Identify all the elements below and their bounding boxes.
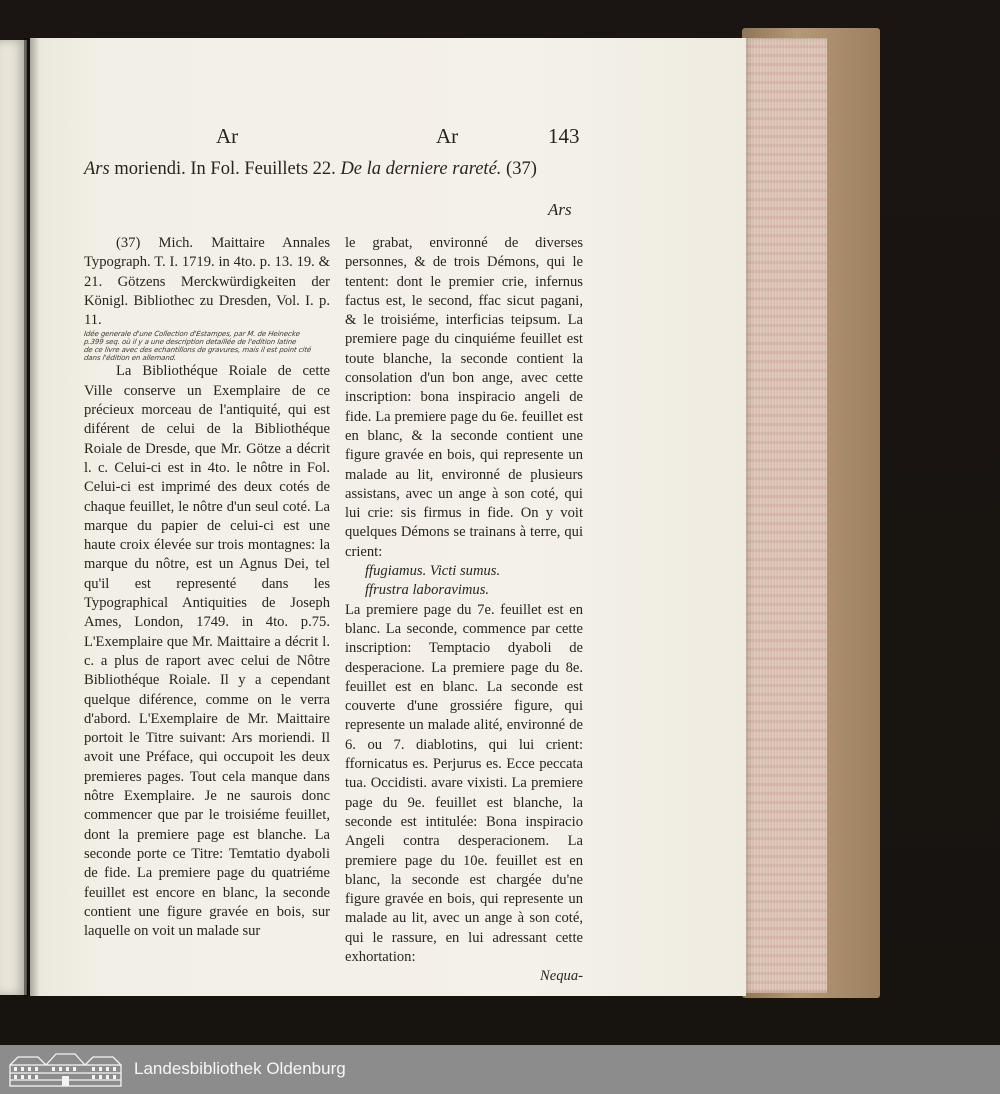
spine-shadow [24, 38, 40, 996]
left-column [84, 234, 330, 941]
catchword-bottom: Nequa- [540, 968, 583, 985]
quote-line: ffrustra laboravimus. [365, 582, 490, 599]
running-head [0, 124, 746, 154]
right-body-text-1: le grabat, environné de diverses personnes, & de trois Démons, qui le tentent: dont le premier crie, infernus factus est, le second, ffac sicut pagani, & le troisiéme, interficias teipsum. La premiere page du cinquiéme feuillet est toute blanche, la seconde contient la consolation d'un bon ange, avec cette inscription: bona inspiracio angeli de fide. La premiere page du 6e. feuillet est en blanc, & la seconde contient une figure gravée en bois, qui represente un malade au lit, environné de plusieurs assistans, avec un ange à son coté, qui lui crie: sis firmus in fide. On y voit quelques Démons se trainans à terre, qui crient: [345, 235, 583, 560]
running-head-center: Ar [436, 124, 459, 148]
entry-format: moriendi. In Fol. Feuillets 22. [109, 159, 341, 179]
handwritten-annotation [84, 330, 330, 362]
left-body-text: La Bibliothéque Roiale de cette Ville conserve un Exemplaire de ce précieux morceau de l'antiquité, qui est diférent de celui de la Bibliothéque Roiale de Dresde, que Mr. Götze a décrit l. c. Celui-ci est in 4to. le nôtre in Fol. Celui-ci est imprimé des deux cotés de chaque feuillet, le nôtre d'un seul coté. La marque du papier de celui-ci est une haute croix élevée sur trois montagnes: la marque du nôtre, est un Agnus Dei, tel qu'il est representé dans les Typographical Antiquities de Joseph Ames, London, 1749. in 4to. p.75. L'Exemplaire que Mr. Maittaire a décrit l. c. a plus de raport avec celui de Nôtre Bibliothéque Roiale. Il y a cependant quelque diférence, comme on le verra d'abord. L'Exemplaire de Mr. Maittaire portoit le Titre suivant: Ars moriendi. Il avoit une Préface, qui occupoit les deux premieres pages. Tout cela manque dans nôtre Exemplaire. Je ne saurois donc commencer que par le troisiéme feuillet, dont la premiere page est blanche. La seconde porte ce Titre: Temtatio dyaboli de fide. La premiere page du quatriéme feuillet est encore en blanc, la seconde contient une figure gravée en bois, sur laquelle on voit un malade sur [84, 363, 330, 940]
library-footer [0, 1045, 1000, 1094]
page-number: 143 [548, 124, 580, 148]
right-column [345, 234, 583, 987]
entry-heading [84, 158, 582, 180]
facing-page-edge [0, 40, 27, 995]
annotation-line: dans l'édition en allemand. [83, 354, 177, 363]
library-building-icon [8, 1051, 123, 1088]
catchword-top: Ars [548, 200, 572, 219]
entry-rarity: De la derniere rareté. [340, 159, 502, 179]
running-head-left: Ar [216, 124, 239, 148]
footnote-37: (37) Mich. Maittaire Annales Typograph. T. I. 1719. in 4to. p. 13. 19. & 21. Götzens Merckwürdigkeiten der Königl. Bibliothec zu Dresden, Vol. I. p. 11. [84, 235, 330, 329]
annotation-line: p.399 seq. où il y a une description detaillée de l'edition latine [83, 338, 297, 347]
right-body-text-2: La premiere page du 7e. feuillet est en blanc. La seconde, commence par cette inscription: Temptacio dyaboli de desperacione. La premiere page du 8e. feuillet est en blanc. La seconde est couverte d'une grossiére figure, qui represente un malade alité, environné de 6. ou 7. diablotins, qui lui crient: ffornicatus es. Perjurus es. Ecce peccata tua. Occidisti. avare vixisti. La premiere page du 9e. feuillet est blanche, la seconde est intitulée: Bona inspiracio Angeli contra desperacionem. La premiere page du 10e. feuillet est en blanc, la seconde est chargée du'ne figure gravée en bois, qui represente un malade au lit, avec un ange à son coté, qui le rassure, en lui adressant cette exhortation: [345, 601, 583, 965]
annotation-line: Idée generale d'une Collection d'Estampes, par M. de Heinecke [83, 330, 301, 339]
entry-note-ref: (37) [501, 159, 537, 179]
quote-line: ffugiamus. Victi sumus. [365, 563, 501, 580]
library-name: Landesbibliothek Oldenburg [134, 1059, 346, 1078]
page-block-edge [745, 38, 827, 993]
annotation-line: de ce livre avec des echantillons de gravures, mais il est point cité [83, 346, 312, 355]
entry-title: Ars [84, 159, 110, 179]
